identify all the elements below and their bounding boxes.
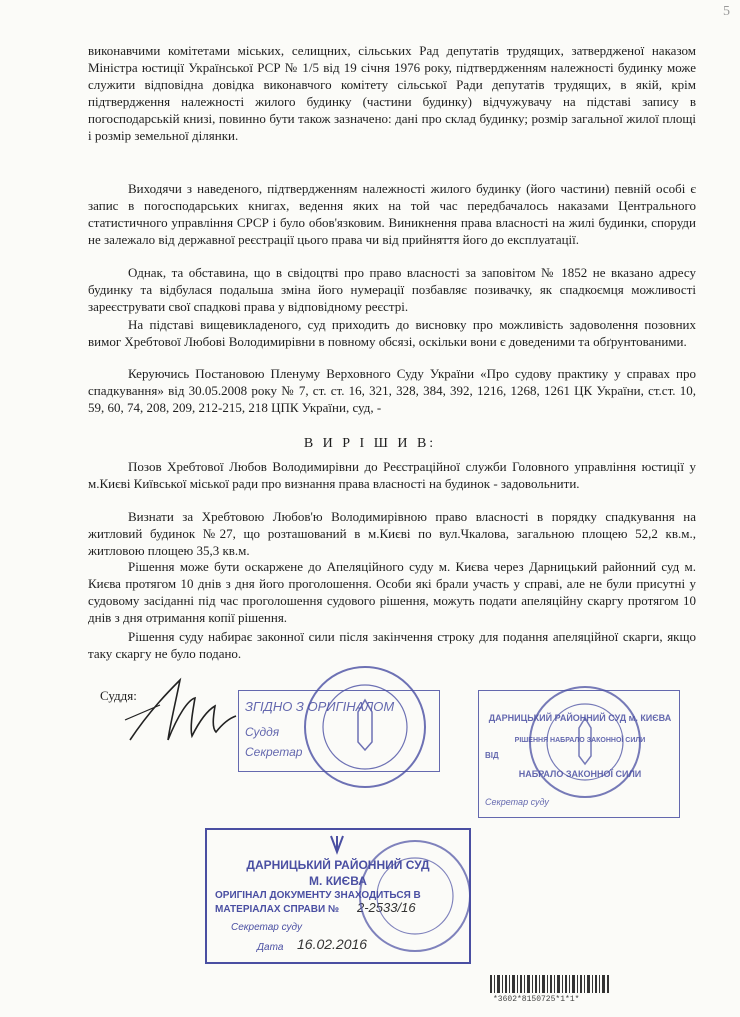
- paragraph-conclusion: На підставі вищевикладеного, суд приходить до висновку про можливість задоволення позовних вимог Хребтової Любові Володимирівни в повному обсязі, оскільки вони є доведеними та обґрунтованими.: [88, 317, 696, 349]
- bottom-stamp-case-number: 2-2533/16: [357, 900, 416, 915]
- bottom-stamp-date-value: 16.02.2016: [297, 936, 368, 952]
- barcode-icon: [490, 975, 610, 993]
- paragraph-intro: виконавчими комітетами міських, селищних, сільських Рад депутатів трудящих, затвердженої наказом Міністра юстиції Української РСР № 1/5 від 19 січня 1976 року, підтвердженням належності будинку може служити відповідна довідка виконавчого комітету сільської Ради депутатів трудящих, в якій, крім підтвердження належності жилого будинку (частини будинку) відчужувачу на підставі запису в погосподарській книзі, повинно бути також зазначено: дані про склад будинку; розмір загальної жилої площі і розмір земельної ділянки.: [88, 43, 696, 143]
- paragraph-legal-basis: Керуючись Постановою Пленуму Верховного Суду України «Про судову практику у справах про спадкування» від 30.05.2008 року № 7, ст. ст. 16, 321, 328, 384, 392, 1216, 1268, 1261 ЦК України, ст.ст. 10, 59, 60, 74, 208, 209, 212-215, 218 ЦПК України, суд, -: [88, 366, 696, 415]
- barcode-number: *3602*8150725*1*1*: [493, 995, 580, 1004]
- court-seal-bottom-icon: [355, 836, 475, 956]
- legal-stamp-line2: ВІД: [485, 751, 499, 760]
- legal-stamp-line1: РІШЕННЯ НАБРАЛО ЗАКОННОЇ СИЛИ: [514, 737, 646, 744]
- bottom-stamp-line1: ОРИГІНАЛ ДОКУМЕНТУ ЗНАХОДИТЬСЯ В: [215, 890, 421, 901]
- legal-stamp-title: ДАРНИЦЬКИЙ РАЙОННИЙ СУД м. КИЄВА: [488, 713, 672, 723]
- decision-effect: Рішення суду набирає законної сили після закінчення строку для подання апеляційної скарги, якщо таку скаргу не було подано.: [88, 629, 696, 661]
- paragraph-circumstance: Однак, та обставина, що в свідоцтві про право власності за заповітом № 1852 не вказано адресу будинку та відбулася подальша зміна його нумерації позбавляє позивачку, як спадкоємця можливості зареєструвати свої спадкові права у відповідному реєстрі.: [88, 265, 696, 314]
- trident-icon: [327, 834, 347, 856]
- decision-appeal: Рішення може бути оскаржене до Апеляційного суду м. Києва через Дарницький районний суд м. Києва протягом 10 днів з дня його проголошення. Особи які брали участь у справі, але не були присутні у судовому засіданні під час проголошення судового рішення, можуть подати апеляційну скаргу протягом 10 днів з дня отримання копії рішення.: [88, 559, 696, 625]
- bottom-stamp-line2: МАТЕРІАЛАХ СПРАВИ №: [215, 904, 340, 915]
- bottom-stamp-city: М. КИЄВА: [309, 874, 367, 888]
- legal-stamp-secretary: Секретар суду: [485, 797, 549, 807]
- court-seal-left-icon: [300, 662, 430, 792]
- paragraph-reasoning: Виходячи з наведеного, підтвердженням належності жилого будинку (його частини) певній особі є запис в погосподарських книгах, ведення яких на той час передбачалось наказами Центрального статистичного управління СРСР і було обов'язковим. Виникнення права власності на жилі будинки, споруди не залежало від державної реєстрації цього права чи від прийняття його до експлуатації.: [88, 181, 696, 247]
- signature-label: Суддя:: [100, 688, 137, 703]
- decision-heading: В И Р І Ш И В:: [303, 436, 437, 451]
- legal-stamp-status: НАБРАЛО ЗАКОННОЇ СИЛИ: [518, 769, 642, 779]
- signature-mark: [120, 670, 240, 750]
- copy-stamp-secretary: Секретар: [245, 745, 303, 759]
- bottom-stamp-court: ДАРНИЦЬКИЙ РАЙОННИЙ СУД: [246, 858, 430, 872]
- decision-claim: Позов Хребтової Любов Володимирівни до Реєстраційної служби Головного управління юстиції у м.Києві Київської міської ради про визнання права власності на будинок - задовольнити.: [88, 459, 696, 491]
- decision-ownership: Визнати за Хребтовою Любов'ю Володимирівною право власності в порядку спадкування на житловий будинок №27, що розташований в м.Києві по вул.Чкалова, загальною площею 52,2 кв.м., житловою площею 35,3 кв.м.: [88, 509, 696, 558]
- bottom-stamp-secretary: Секретар суду: [231, 922, 302, 933]
- page-mark: 5: [723, 4, 730, 19]
- copy-stamp-title: ЗГІДНО З ОРИГІНАЛОМ: [245, 699, 395, 714]
- copy-stamp-judge: Суддя: [245, 725, 280, 739]
- bottom-stamp-date-label: Дата: [257, 942, 284, 953]
- court-seal-right-icon: [525, 682, 645, 802]
